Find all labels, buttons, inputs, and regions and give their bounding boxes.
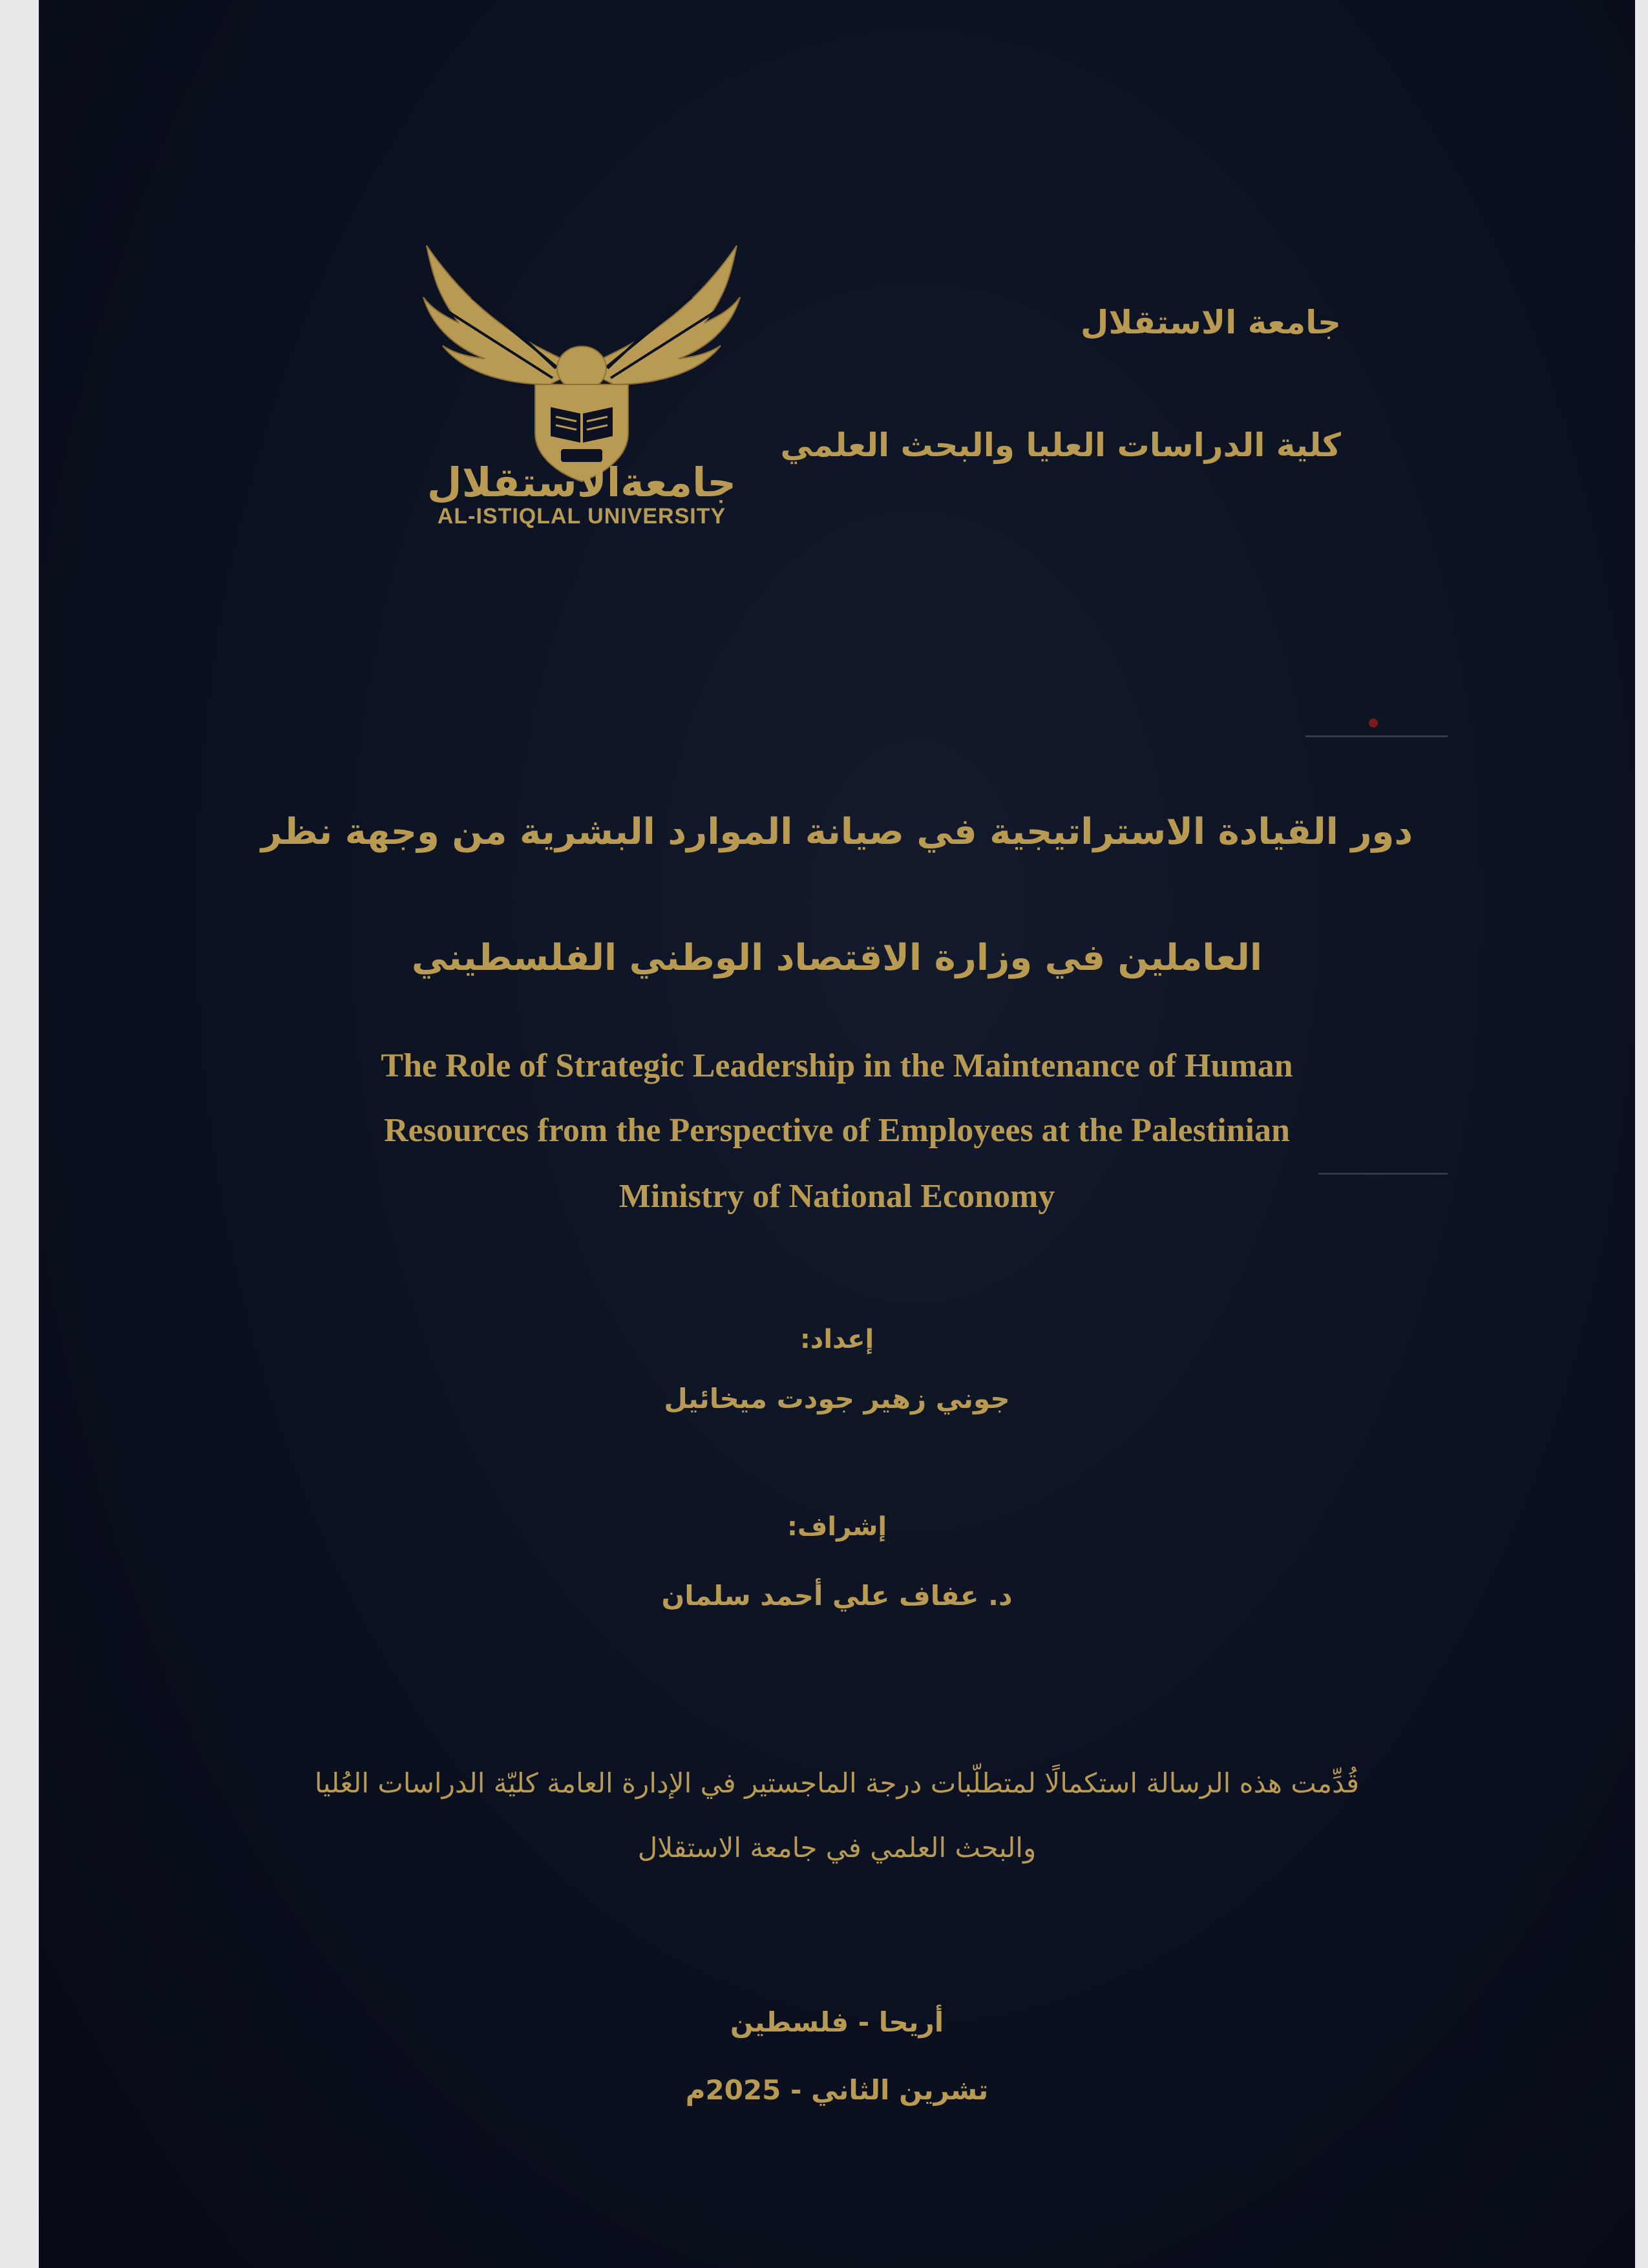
faculty-name: كلية الدراسات العليا والبحث العلمي <box>780 426 1341 464</box>
supervisor-name: د. عفاف علي أحمد سلمان <box>661 1580 1013 1612</box>
author-name: جوني زهير جودت ميخائيل <box>664 1383 1010 1414</box>
prepared-by-label: إعداد: <box>799 1325 874 1354</box>
cover-sheen <box>1305 735 1448 737</box>
submission-date: تشرين الثاني - 2025م <box>685 2074 989 2106</box>
thesis-title-english-line1: The Role of Strategic Leadership in the Maintenance of Human <box>381 1047 1293 1084</box>
thesis-cover <box>39 0 1635 2268</box>
thesis-title-english-line2: Resources from the Perspective of Employees at the Palestinian <box>384 1112 1290 1149</box>
logo-wordmark-english: AL-ISTIQLAL UNIVERSITY <box>437 504 726 529</box>
thesis-title-arabic-line2: العاملين في وزارة الاقتصاد الوطني الفلسطيني <box>411 937 1263 979</box>
cover-sheen <box>1318 1173 1448 1175</box>
place: أريحا - فلسطين <box>730 2006 944 2038</box>
supervisor-label: إشراف: <box>787 1512 887 1542</box>
university-name: جامعة الاستقلال <box>1080 304 1341 341</box>
thesis-title-arabic-line1: دور القيادة الاستراتيجية في صيانة الموارد البشرية من وجهة نظر <box>260 811 1413 853</box>
thesis-title-english-line3: Ministry of National Economy <box>618 1178 1055 1215</box>
submission-statement-line2: والبحث العلمي في جامعة الاستقلال <box>637 1832 1037 1864</box>
logo-wordmark-arabic: جامعةالاستقلال <box>427 459 737 506</box>
submission-statement-line1: قُدِّمت هذه الرسالة استكمالًا لمتطلّبات درجة الماجستير في الإدارة العامة كليّة الدراسات العُليا <box>314 1767 1360 1799</box>
speck-mark <box>1369 719 1378 728</box>
